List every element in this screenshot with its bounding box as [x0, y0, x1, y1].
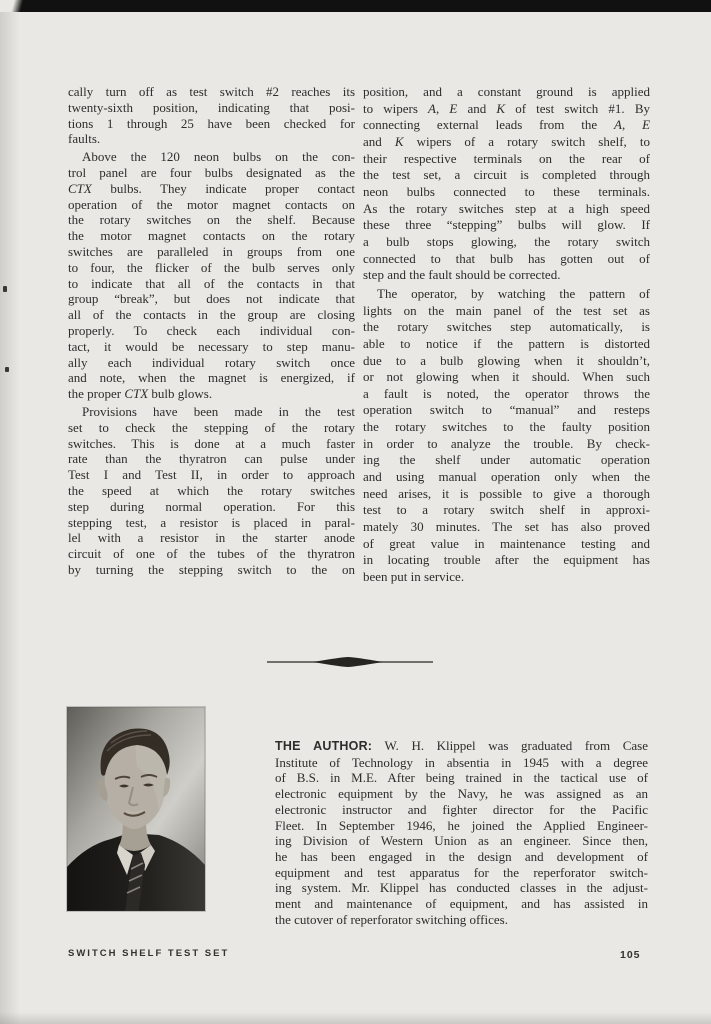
- text-line: The operator, by watching the pattern of: [377, 285, 650, 301]
- text-line: been put in service.: [363, 569, 465, 585]
- text-line: Institute of Technology in absentia in 1945 with a degree: [275, 754, 648, 770]
- page-number: 105: [620, 949, 641, 961]
- text-line: their respective terminals on the rear of: [363, 150, 650, 166]
- text-line: Provisions have been made in the test: [82, 403, 355, 419]
- page-bottom-shadow: [0, 1012, 711, 1024]
- text-line: tact, it would be necessary to step manu-: [68, 338, 355, 354]
- text-line: cally turn off as test switch #2 reaches its: [68, 84, 355, 99]
- text-line: in locating trouble after the equipment has: [363, 552, 650, 568]
- text-line: electronic equipment by the Navy, he was assigned as an: [275, 786, 648, 802]
- text-line: Test I and Test II, in order to approach: [68, 467, 355, 483]
- text-line: and using manual operation only when the: [363, 469, 650, 485]
- text-line: switches. This is done at a much faster: [68, 435, 355, 451]
- paragraph: [68, 149, 355, 402]
- text-line: lights on the main panel of the test set as: [363, 302, 650, 318]
- paragraph: [363, 286, 650, 586]
- scan-edge-top: [0, 0, 711, 12]
- text-line: the test set, a circuit is completed through: [363, 167, 650, 183]
- running-title: SWITCH SHELF TEST SET: [68, 948, 230, 959]
- text-line: of great value in maintenance testing and: [363, 535, 650, 551]
- scan-speck: [3, 286, 7, 292]
- text-line: the rotary switches step automatically, is: [363, 319, 650, 335]
- scan-speck: [5, 367, 9, 372]
- text-line: step and the fault should be corrected.: [363, 267, 561, 283]
- text-line: all of the contacts in the group are closing: [68, 307, 355, 323]
- text-line: to indicate that all of the contacts in that: [68, 275, 355, 291]
- text-line: able to notice if the pattern is distorted: [363, 335, 650, 351]
- text-line: mately 30 minutes. The set has also proved: [363, 519, 650, 535]
- page-gutter-shadow: [0, 12, 20, 1024]
- text-line: these three “stepping” bulbs will glow. If: [363, 217, 650, 233]
- text-line: the proper CTX bulb glows.: [68, 386, 213, 402]
- text-line: switches are paralleled in groups from one: [68, 243, 355, 259]
- text-line: rate than the thyratron can pulse under: [68, 451, 355, 467]
- text-line: circuit of one of the tubes of the thyratron: [68, 546, 355, 562]
- right-column: [363, 84, 650, 586]
- text-line: ing the shelf under automatic operation: [363, 452, 650, 468]
- text-line: operation switch to “manual” and resteps: [363, 402, 650, 418]
- section-divider-icon: [265, 655, 435, 669]
- text-line: by turning the stepping switch to the on: [68, 561, 355, 577]
- text-line: trol panel are four bulbs designated as the: [68, 164, 355, 180]
- text-line: twenty-sixth position, indicating that posi-: [68, 99, 355, 115]
- text-line: ing Division of Western Union as an engineer. Since then,: [275, 833, 648, 849]
- text-line: the cutover of reperforator switching offices.: [275, 911, 508, 927]
- text-line: neon bulbs connected to these terminals.: [363, 183, 650, 199]
- text-line: due to a bulb glowing when it shouldn’t,: [363, 352, 650, 368]
- text-line: and K wipers of a rotary switch shelf, to: [363, 133, 650, 149]
- author-bio: [275, 738, 648, 927]
- left-column: [68, 84, 355, 578]
- text-line: position, and a constant ground is applied: [363, 84, 650, 99]
- text-line: of B.S. in M.E. After being trained in the tactical use of: [275, 770, 648, 786]
- paragraph: [275, 738, 648, 927]
- text-line: he has been engaged in the design and development of: [275, 848, 648, 864]
- text-line: lel with a resistor in the starter anode: [68, 530, 355, 546]
- text-line: electronic instructor and fighter director for the Pacific: [275, 801, 648, 817]
- text-line: test to a rotary switch shelf in approxi-: [363, 502, 650, 518]
- paragraph: [68, 84, 355, 147]
- text-line: As the rotary switches step at a high speed: [363, 200, 650, 216]
- text-line: connecting external leads from the A, E: [363, 117, 651, 133]
- text-line: to four, the flicker of the bulb serves only: [68, 259, 355, 275]
- text-line: ment and maintenance of equipment, and has assisted in: [275, 896, 648, 912]
- text-line: equipment and test apparatus for the reperforator switch-: [275, 864, 648, 880]
- text-line: and note, when the magnet is energized, if: [68, 370, 355, 386]
- text-line: tions 1 through 25 have been checked for: [68, 115, 355, 131]
- text-line: CTX bulbs. They indicate proper contact: [68, 180, 355, 196]
- text-line: Above the 120 neon bulbs on the con-: [82, 149, 355, 165]
- author-photo: [67, 707, 205, 911]
- text-line: operation of the motor magnet contacts on: [68, 196, 355, 212]
- text-line: the rotary switches to the faulty position: [363, 419, 650, 435]
- text-line: set to check the stepping of the rotary: [68, 419, 355, 435]
- text-line: or not glowing when it should. When such: [363, 369, 650, 385]
- text-line: to wipers A, E and K of test switch #1. By: [363, 100, 650, 116]
- paragraph: [68, 404, 355, 578]
- text-line: in order to analyze the trouble. By check-: [363, 435, 650, 451]
- text-line: THE AUTHOR: W. H. Klippel was graduated from Case: [275, 738, 649, 753]
- paragraph: [363, 84, 650, 284]
- text-line: ally each individual rotary switch once: [68, 354, 355, 370]
- text-line: properly. To check each individual con-: [68, 322, 355, 338]
- text-line: a bulb stops glowing, the rotary switch: [363, 233, 650, 249]
- text-line: stepping test, a resistor is placed in paral-: [68, 514, 355, 530]
- text-line: faults.: [68, 131, 101, 147]
- text-line: the motor magnet contacts on the rotary: [68, 228, 355, 244]
- text-line: Fleet. In September 1946, he joined the Applied Engineer-: [275, 817, 648, 833]
- text-line: ing system. Mr. Klippel has conducted classes in the adjust-: [275, 880, 648, 896]
- text-line: need arises, it is possible to give a thorough: [363, 485, 650, 501]
- text-line: a fault is noted, the operator throws the: [363, 385, 650, 401]
- author-label: THE AUTHOR:: [275, 739, 373, 753]
- text-line: the rotary switches on the shelf. Because: [68, 212, 355, 228]
- text-line: the speed at which the rotary switches: [68, 482, 355, 498]
- text-line: step during normal operation. For this: [68, 498, 355, 514]
- text-line: group “break”, but does not indicate that: [68, 291, 355, 307]
- text-line: connected to that bulb has gotten out of: [363, 250, 650, 266]
